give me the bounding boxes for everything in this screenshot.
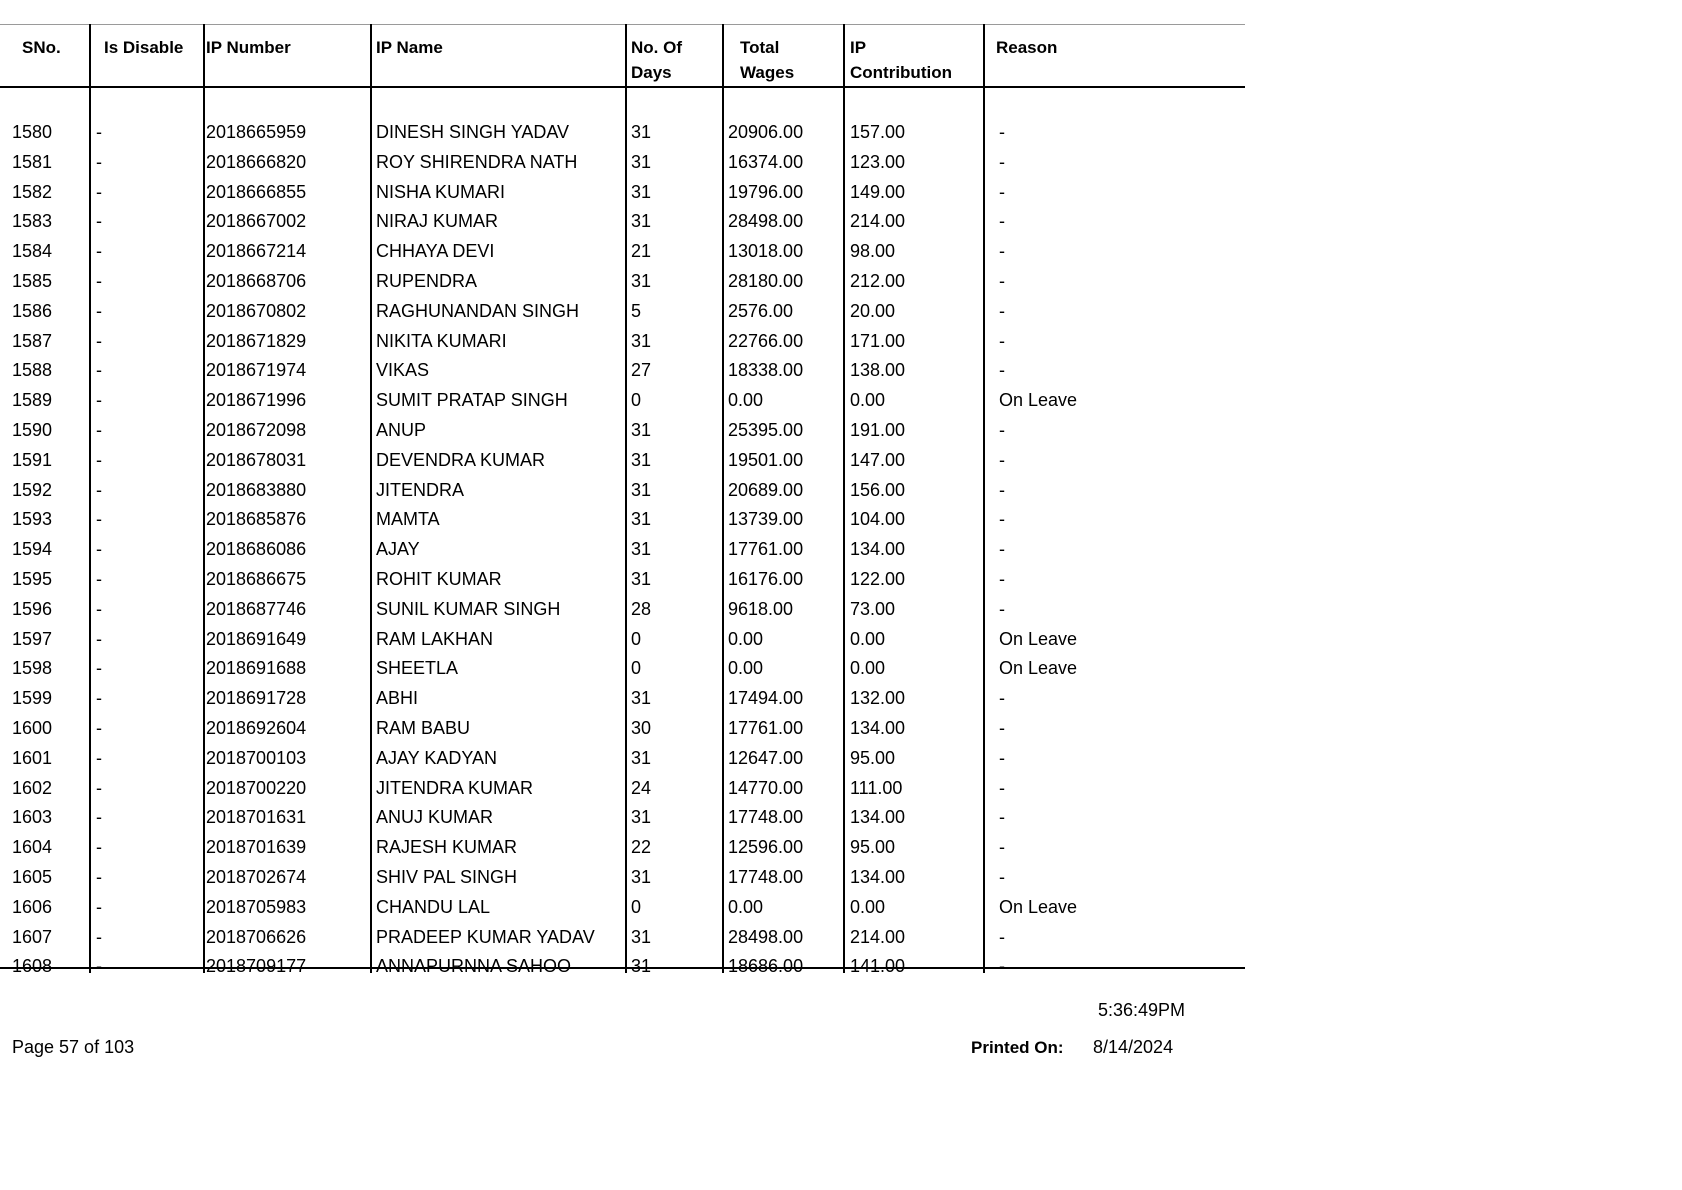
cell-total-wages: 20906.00 bbox=[728, 122, 804, 142]
cell-total-wages: 0.00 bbox=[728, 628, 764, 649]
cell-total-wages: 16374.00 bbox=[728, 151, 804, 172]
cell-is-disable: - bbox=[96, 241, 102, 262]
cell-ip-contribution: 134.00 bbox=[850, 807, 906, 828]
cell-reason: - bbox=[999, 419, 1005, 440]
cell-ip-contribution: 134.00 bbox=[850, 866, 906, 887]
cell-no-of-days: 31 bbox=[631, 419, 652, 440]
cell-ip-name: CHHAYA DEVI bbox=[376, 241, 495, 262]
cell-ip-name: NIRAJ KUMAR bbox=[376, 211, 499, 232]
cell-ip-name: SHIV PAL SINGH bbox=[376, 866, 518, 887]
cell-ip-number: 2018701639 bbox=[206, 837, 307, 858]
cell-ip-number: 2018700103 bbox=[206, 747, 307, 768]
cell-is-disable: - bbox=[96, 926, 102, 947]
cell-ip-name: DEVENDRA KUMAR bbox=[376, 449, 546, 470]
cell-ip-number: 2018672098 bbox=[206, 419, 307, 440]
cell-ip-number: 2018685876 bbox=[206, 509, 307, 530]
cell-is-disable: - bbox=[96, 837, 102, 858]
header-ip-name: IP Name bbox=[376, 38, 443, 57]
cell-total-wages: 0.00 bbox=[728, 390, 764, 411]
cell-ip-contribution: 157.00 bbox=[850, 122, 906, 142]
cell-ip-contribution: 134.00 bbox=[850, 539, 906, 560]
cell-ip-number: 2018692604 bbox=[206, 717, 307, 738]
header-ip-contribution-line1: IP bbox=[850, 38, 867, 57]
cell-no-of-days: 31 bbox=[631, 509, 652, 530]
table-row bbox=[0, 713, 1245, 743]
cell-sno: 1599 bbox=[12, 688, 53, 709]
cell-ip-contribution: 138.00 bbox=[850, 360, 906, 381]
cell-no-of-days: 31 bbox=[631, 330, 652, 351]
cell-is-disable: - bbox=[96, 122, 102, 142]
header-ip-number: IP Number bbox=[206, 38, 291, 57]
cell-total-wages: 28498.00 bbox=[728, 926, 804, 947]
cell-ip-contribution: 0.00 bbox=[850, 628, 886, 649]
cell-reason: - bbox=[999, 539, 1005, 560]
table-top-rule bbox=[0, 24, 1245, 25]
printed-on-date: 8/14/2024 bbox=[1093, 1037, 1174, 1057]
cell-is-disable: - bbox=[96, 539, 102, 560]
cell-is-disable: - bbox=[96, 598, 102, 619]
cell-reason: On Leave bbox=[999, 658, 1078, 679]
cell-ip-name: ROHIT KUMAR bbox=[376, 568, 502, 589]
cell-is-disable: - bbox=[96, 628, 102, 649]
cell-ip-name: RAM LAKHAN bbox=[376, 628, 494, 649]
cell-ip-contribution: 98.00 bbox=[850, 241, 896, 262]
table-row bbox=[0, 445, 1245, 475]
cell-sno: 1603 bbox=[12, 807, 53, 828]
cell-total-wages: 18338.00 bbox=[728, 360, 804, 381]
cell-total-wages: 13739.00 bbox=[728, 509, 804, 530]
cell-ip-name: ROY SHIRENDRA NATH bbox=[376, 151, 578, 172]
cell-no-of-days: 27 bbox=[631, 360, 652, 381]
table-row bbox=[0, 236, 1245, 266]
cell-sno: 1581 bbox=[12, 151, 53, 172]
cell-total-wages: 9618.00 bbox=[728, 598, 794, 619]
cell-total-wages: 19501.00 bbox=[728, 449, 804, 470]
cell-reason: On Leave bbox=[999, 390, 1078, 411]
cell-total-wages: 17748.00 bbox=[728, 807, 804, 828]
cell-sno: 1590 bbox=[12, 419, 53, 440]
cell-reason: - bbox=[999, 598, 1005, 619]
cell-no-of-days: 5 bbox=[631, 300, 642, 321]
cell-is-disable: - bbox=[96, 419, 102, 440]
cell-is-disable: - bbox=[96, 270, 102, 291]
cell-is-disable: - bbox=[96, 211, 102, 232]
cell-total-wages: 13018.00 bbox=[728, 241, 804, 262]
cell-reason: - bbox=[999, 688, 1005, 709]
cell-ip-number: 2018668706 bbox=[206, 270, 307, 291]
cell-ip-number: 2018670802 bbox=[206, 300, 307, 321]
cell-reason: - bbox=[999, 270, 1005, 291]
cell-reason: - bbox=[999, 181, 1005, 202]
table-row bbox=[0, 743, 1245, 773]
cell-ip-number: 2018705983 bbox=[206, 896, 307, 917]
cell-sno: 1597 bbox=[12, 628, 53, 649]
table-row bbox=[0, 564, 1245, 594]
cell-is-disable: - bbox=[96, 807, 102, 828]
cell-is-disable: - bbox=[96, 181, 102, 202]
cell-reason: - bbox=[999, 866, 1005, 887]
table-header-rule bbox=[0, 86, 1245, 88]
cell-no-of-days: 0 bbox=[631, 628, 642, 649]
cell-sno: 1580 bbox=[12, 122, 53, 142]
table-row bbox=[0, 951, 1245, 981]
table-row bbox=[0, 862, 1245, 892]
cell-ip-number: 2018691688 bbox=[206, 658, 307, 679]
cell-no-of-days: 31 bbox=[631, 539, 652, 560]
cell-ip-contribution: 0.00 bbox=[850, 390, 886, 411]
cell-sno: 1602 bbox=[12, 777, 53, 798]
cell-ip-contribution: 73.00 bbox=[850, 598, 896, 619]
cell-no-of-days: 31 bbox=[631, 479, 652, 500]
cell-is-disable: - bbox=[96, 717, 102, 738]
cell-total-wages: 17761.00 bbox=[728, 539, 804, 560]
cell-ip-contribution: 95.00 bbox=[850, 747, 896, 768]
cell-total-wages: 17761.00 bbox=[728, 717, 804, 738]
cell-sno: 1607 bbox=[12, 926, 53, 947]
cell-ip-number: 2018671974 bbox=[206, 360, 307, 381]
cell-no-of-days: 0 bbox=[631, 896, 642, 917]
header-total-wages bbox=[740, 35, 830, 85]
cell-no-of-days: 0 bbox=[631, 390, 642, 411]
cell-ip-number: 2018671996 bbox=[206, 390, 307, 411]
cell-reason: - bbox=[999, 807, 1005, 828]
cell-sno: 1589 bbox=[12, 390, 53, 411]
table-row bbox=[0, 653, 1245, 683]
header-no-of-days-line2: Days bbox=[631, 63, 672, 82]
cell-reason: - bbox=[999, 211, 1005, 232]
cell-is-disable: - bbox=[96, 866, 102, 887]
header-ip-contribution bbox=[850, 35, 980, 85]
cell-ip-name: VIKAS bbox=[376, 360, 430, 381]
cell-ip-number: 2018678031 bbox=[206, 449, 307, 470]
cell-ip-name: RAJESH KUMAR bbox=[376, 837, 518, 858]
cell-ip-number: 2018666855 bbox=[206, 181, 307, 202]
cell-ip-name: RAGHUNANDAN SINGH bbox=[376, 300, 580, 321]
cell-sno: 1582 bbox=[12, 181, 53, 202]
cell-ip-contribution: 20.00 bbox=[850, 300, 896, 321]
cell-ip-number: 2018666820 bbox=[206, 151, 307, 172]
cell-ip-number: 2018706626 bbox=[206, 926, 307, 947]
cell-reason: - bbox=[999, 747, 1005, 768]
cell-no-of-days: 31 bbox=[631, 122, 652, 142]
cell-ip-contribution: 212.00 bbox=[850, 270, 906, 291]
cell-ip-name: SUNIL KUMAR SINGH bbox=[376, 598, 561, 619]
cell-total-wages: 16176.00 bbox=[728, 568, 804, 589]
table-row bbox=[0, 892, 1245, 922]
table-row bbox=[0, 326, 1245, 356]
cell-ip-name: JITENDRA KUMAR bbox=[376, 777, 534, 798]
cell-ip-name: AJAY bbox=[376, 539, 420, 560]
cell-sno: 1587 bbox=[12, 330, 53, 351]
cell-sno: 1594 bbox=[12, 539, 53, 560]
table-row bbox=[0, 504, 1245, 534]
cell-total-wages: 25395.00 bbox=[728, 419, 804, 440]
cell-no-of-days: 30 bbox=[631, 717, 652, 738]
cell-is-disable: - bbox=[96, 747, 102, 768]
cell-no-of-days: 22 bbox=[631, 837, 652, 858]
cell-ip-name: NISHA KUMARI bbox=[376, 181, 506, 202]
cell-total-wages: 17494.00 bbox=[728, 688, 804, 709]
header-total-wages-line2: Wages bbox=[740, 63, 795, 82]
cell-no-of-days: 24 bbox=[631, 777, 652, 798]
cell-ip-contribution: 134.00 bbox=[850, 717, 906, 738]
cell-no-of-days: 31 bbox=[631, 449, 652, 470]
cell-is-disable: - bbox=[96, 330, 102, 351]
cell-total-wages: 12596.00 bbox=[728, 837, 804, 858]
cell-is-disable: - bbox=[96, 568, 102, 589]
cell-ip-contribution: 123.00 bbox=[850, 151, 906, 172]
cell-ip-name: ABHI bbox=[376, 688, 419, 709]
cell-no-of-days: 28 bbox=[631, 598, 652, 619]
cell-ip-contribution: 147.00 bbox=[850, 449, 906, 470]
cell-ip-name: NIKITA KUMARI bbox=[376, 330, 507, 351]
table-row bbox=[0, 147, 1245, 177]
cell-no-of-days: 31 bbox=[631, 151, 652, 172]
cell-no-of-days: 31 bbox=[631, 866, 652, 887]
table-row bbox=[0, 773, 1245, 803]
cell-sno: 1591 bbox=[12, 449, 53, 470]
cell-reason: - bbox=[999, 449, 1005, 470]
cell-ip-number: 2018667002 bbox=[206, 211, 307, 232]
cell-ip-number: 2018686086 bbox=[206, 539, 307, 560]
table-row bbox=[0, 594, 1245, 624]
cell-total-wages: 12647.00 bbox=[728, 747, 804, 768]
cell-reason: - bbox=[999, 330, 1005, 351]
cell-ip-number: 2018667214 bbox=[206, 241, 307, 262]
cell-total-wages: 14770.00 bbox=[728, 777, 804, 798]
cell-ip-number: 2018687746 bbox=[206, 598, 307, 619]
cell-ip-contribution: 149.00 bbox=[850, 181, 906, 202]
cell-is-disable: - bbox=[96, 896, 102, 917]
cell-sno: 1585 bbox=[12, 270, 53, 291]
cell-ip-number: 2018701631 bbox=[206, 807, 307, 828]
header-no-of-days-line1: No. Of bbox=[631, 38, 682, 57]
cell-total-wages: 28498.00 bbox=[728, 211, 804, 232]
header-is-disable: Is Disable bbox=[104, 38, 184, 57]
cell-total-wages: 17748.00 bbox=[728, 866, 804, 887]
cell-sno: 1584 bbox=[12, 241, 53, 262]
cell-ip-number: 2018702674 bbox=[206, 866, 307, 887]
cell-reason: On Leave bbox=[999, 896, 1078, 917]
table-row bbox=[0, 832, 1245, 862]
table-body bbox=[0, 117, 1245, 977]
cell-ip-name: CHANDU LAL bbox=[376, 896, 491, 917]
cell-ip-name: MAMTA bbox=[376, 509, 440, 530]
cell-reason: - bbox=[999, 509, 1005, 530]
cell-no-of-days: 31 bbox=[631, 568, 652, 589]
cell-is-disable: - bbox=[96, 509, 102, 530]
cell-ip-contribution: 156.00 bbox=[850, 479, 906, 500]
cell-reason: - bbox=[999, 717, 1005, 738]
cell-ip-number: 2018665959 bbox=[206, 122, 307, 142]
table-row bbox=[0, 683, 1245, 713]
table-row bbox=[0, 385, 1245, 415]
header-sno: SNo. bbox=[22, 38, 61, 57]
cell-is-disable: - bbox=[96, 956, 102, 977]
cell-ip-name: ANNAPURNNA SAHOO bbox=[376, 956, 572, 977]
cell-total-wages: 20689.00 bbox=[728, 479, 804, 500]
cell-reason: - bbox=[999, 151, 1005, 172]
table-row bbox=[0, 624, 1245, 654]
table-row bbox=[0, 534, 1245, 564]
cell-reason: - bbox=[999, 360, 1005, 381]
cell-sno: 1588 bbox=[12, 360, 53, 381]
cell-is-disable: - bbox=[96, 449, 102, 470]
cell-is-disable: - bbox=[96, 658, 102, 679]
cell-ip-name: SHEETLA bbox=[376, 658, 459, 679]
cell-sno: 1596 bbox=[12, 598, 53, 619]
cell-ip-name: DINESH SINGH YADAV bbox=[376, 122, 570, 142]
cell-sno: 1604 bbox=[12, 837, 53, 858]
cell-no-of-days: 0 bbox=[631, 658, 642, 679]
cell-sno: 1593 bbox=[12, 509, 53, 530]
header-no-of-days bbox=[631, 35, 716, 85]
cell-is-disable: - bbox=[96, 688, 102, 709]
cell-ip-number: 2018691649 bbox=[206, 628, 307, 649]
cell-ip-name: AJAY KADYAN bbox=[376, 747, 498, 768]
cell-no-of-days: 31 bbox=[631, 211, 652, 232]
cell-reason: - bbox=[999, 241, 1005, 262]
cell-ip-number: 2018691728 bbox=[206, 688, 307, 709]
cell-total-wages: 0.00 bbox=[728, 658, 764, 679]
header-total-wages-line1: Total bbox=[740, 38, 780, 57]
cell-is-disable: - bbox=[96, 390, 102, 411]
cell-no-of-days: 31 bbox=[631, 807, 652, 828]
cell-reason: - bbox=[999, 300, 1005, 321]
cell-ip-name: PRADEEP KUMAR YADAV bbox=[376, 926, 595, 947]
cell-total-wages: 22766.00 bbox=[728, 330, 804, 351]
cell-ip-contribution: 141.00 bbox=[850, 956, 906, 977]
cell-total-wages: 28180.00 bbox=[728, 270, 804, 291]
cell-ip-name: JITENDRA bbox=[376, 479, 465, 500]
cell-is-disable: - bbox=[96, 777, 102, 798]
cell-no-of-days: 31 bbox=[631, 747, 652, 768]
cell-ip-name: SUMIT PRATAP SINGH bbox=[376, 390, 568, 411]
cell-sno: 1583 bbox=[12, 211, 53, 232]
table-row bbox=[0, 802, 1245, 832]
cell-no-of-days: 21 bbox=[631, 241, 652, 262]
page-indicator: Page 57 of 103 bbox=[12, 1037, 135, 1057]
cell-is-disable: - bbox=[96, 360, 102, 381]
table-row bbox=[0, 355, 1245, 385]
printed-on-label: Printed On: bbox=[971, 1038, 1064, 1057]
cell-reason: - bbox=[999, 479, 1005, 500]
cell-ip-name: ANUP bbox=[376, 419, 427, 440]
cell-reason: - bbox=[999, 837, 1005, 858]
cell-no-of-days: 31 bbox=[631, 956, 652, 977]
header-ip-contribution-line2: Contribution bbox=[850, 63, 952, 82]
cell-ip-number: 2018709177 bbox=[206, 956, 307, 977]
cell-ip-contribution: 191.00 bbox=[850, 419, 906, 440]
table-row bbox=[0, 475, 1245, 505]
cell-ip-contribution: 111.00 bbox=[850, 777, 903, 798]
cell-ip-contribution: 122.00 bbox=[850, 568, 906, 589]
cell-reason: - bbox=[999, 956, 1005, 977]
cell-no-of-days: 31 bbox=[631, 181, 652, 202]
cell-reason: - bbox=[999, 926, 1005, 947]
cell-total-wages: 19796.00 bbox=[728, 181, 804, 202]
cell-ip-number: 2018700220 bbox=[206, 777, 307, 798]
contribution-table bbox=[0, 24, 1245, 977]
cell-is-disable: - bbox=[96, 300, 102, 321]
cell-no-of-days: 31 bbox=[631, 688, 652, 709]
table-row bbox=[0, 117, 1245, 147]
cell-ip-contribution: 104.00 bbox=[850, 509, 906, 530]
table-row bbox=[0, 922, 1245, 952]
cell-reason: - bbox=[999, 568, 1005, 589]
cell-no-of-days: 31 bbox=[631, 926, 652, 947]
cell-ip-contribution: 95.00 bbox=[850, 837, 896, 858]
table-row bbox=[0, 296, 1245, 326]
cell-ip-contribution: 171.00 bbox=[850, 330, 906, 351]
table-row bbox=[0, 266, 1245, 296]
cell-ip-contribution: 214.00 bbox=[850, 926, 906, 947]
cell-ip-contribution: 214.00 bbox=[850, 211, 906, 232]
cell-sno: 1606 bbox=[12, 896, 53, 917]
cell-ip-name: ANUJ KUMAR bbox=[376, 807, 494, 828]
cell-total-wages: 0.00 bbox=[728, 896, 764, 917]
cell-reason: - bbox=[999, 122, 1005, 142]
print-time: 5:36:49PM bbox=[1098, 1000, 1186, 1020]
cell-ip-contribution: 132.00 bbox=[850, 688, 906, 709]
cell-ip-name: RAM BABU bbox=[376, 717, 471, 738]
cell-ip-number: 2018683880 bbox=[206, 479, 307, 500]
cell-sno: 1601 bbox=[12, 747, 53, 768]
cell-sno: 1598 bbox=[12, 658, 53, 679]
cell-sno: 1592 bbox=[12, 479, 53, 500]
header-reason: Reason bbox=[996, 38, 1058, 57]
cell-ip-number: 2018671829 bbox=[206, 330, 307, 351]
table-row bbox=[0, 415, 1245, 445]
cell-sno: 1595 bbox=[12, 568, 53, 589]
cell-ip-contribution: 0.00 bbox=[850, 896, 886, 917]
cell-no-of-days: 31 bbox=[631, 270, 652, 291]
cell-is-disable: - bbox=[96, 479, 102, 500]
table-row bbox=[0, 177, 1245, 207]
cell-ip-contribution: 0.00 bbox=[850, 658, 886, 679]
cell-total-wages: 2576.00 bbox=[728, 300, 794, 321]
cell-sno: 1608 bbox=[12, 956, 53, 977]
cell-sno: 1600 bbox=[12, 717, 53, 738]
cell-reason: - bbox=[999, 777, 1005, 798]
cell-reason: On Leave bbox=[999, 628, 1078, 649]
cell-ip-number: 2018686675 bbox=[206, 568, 307, 589]
cell-is-disable: - bbox=[96, 151, 102, 172]
cell-sno: 1586 bbox=[12, 300, 53, 321]
cell-sno: 1605 bbox=[12, 866, 53, 887]
cell-total-wages: 18686.00 bbox=[728, 956, 804, 977]
table-row bbox=[0, 206, 1245, 236]
cell-ip-name: RUPENDRA bbox=[376, 270, 478, 291]
